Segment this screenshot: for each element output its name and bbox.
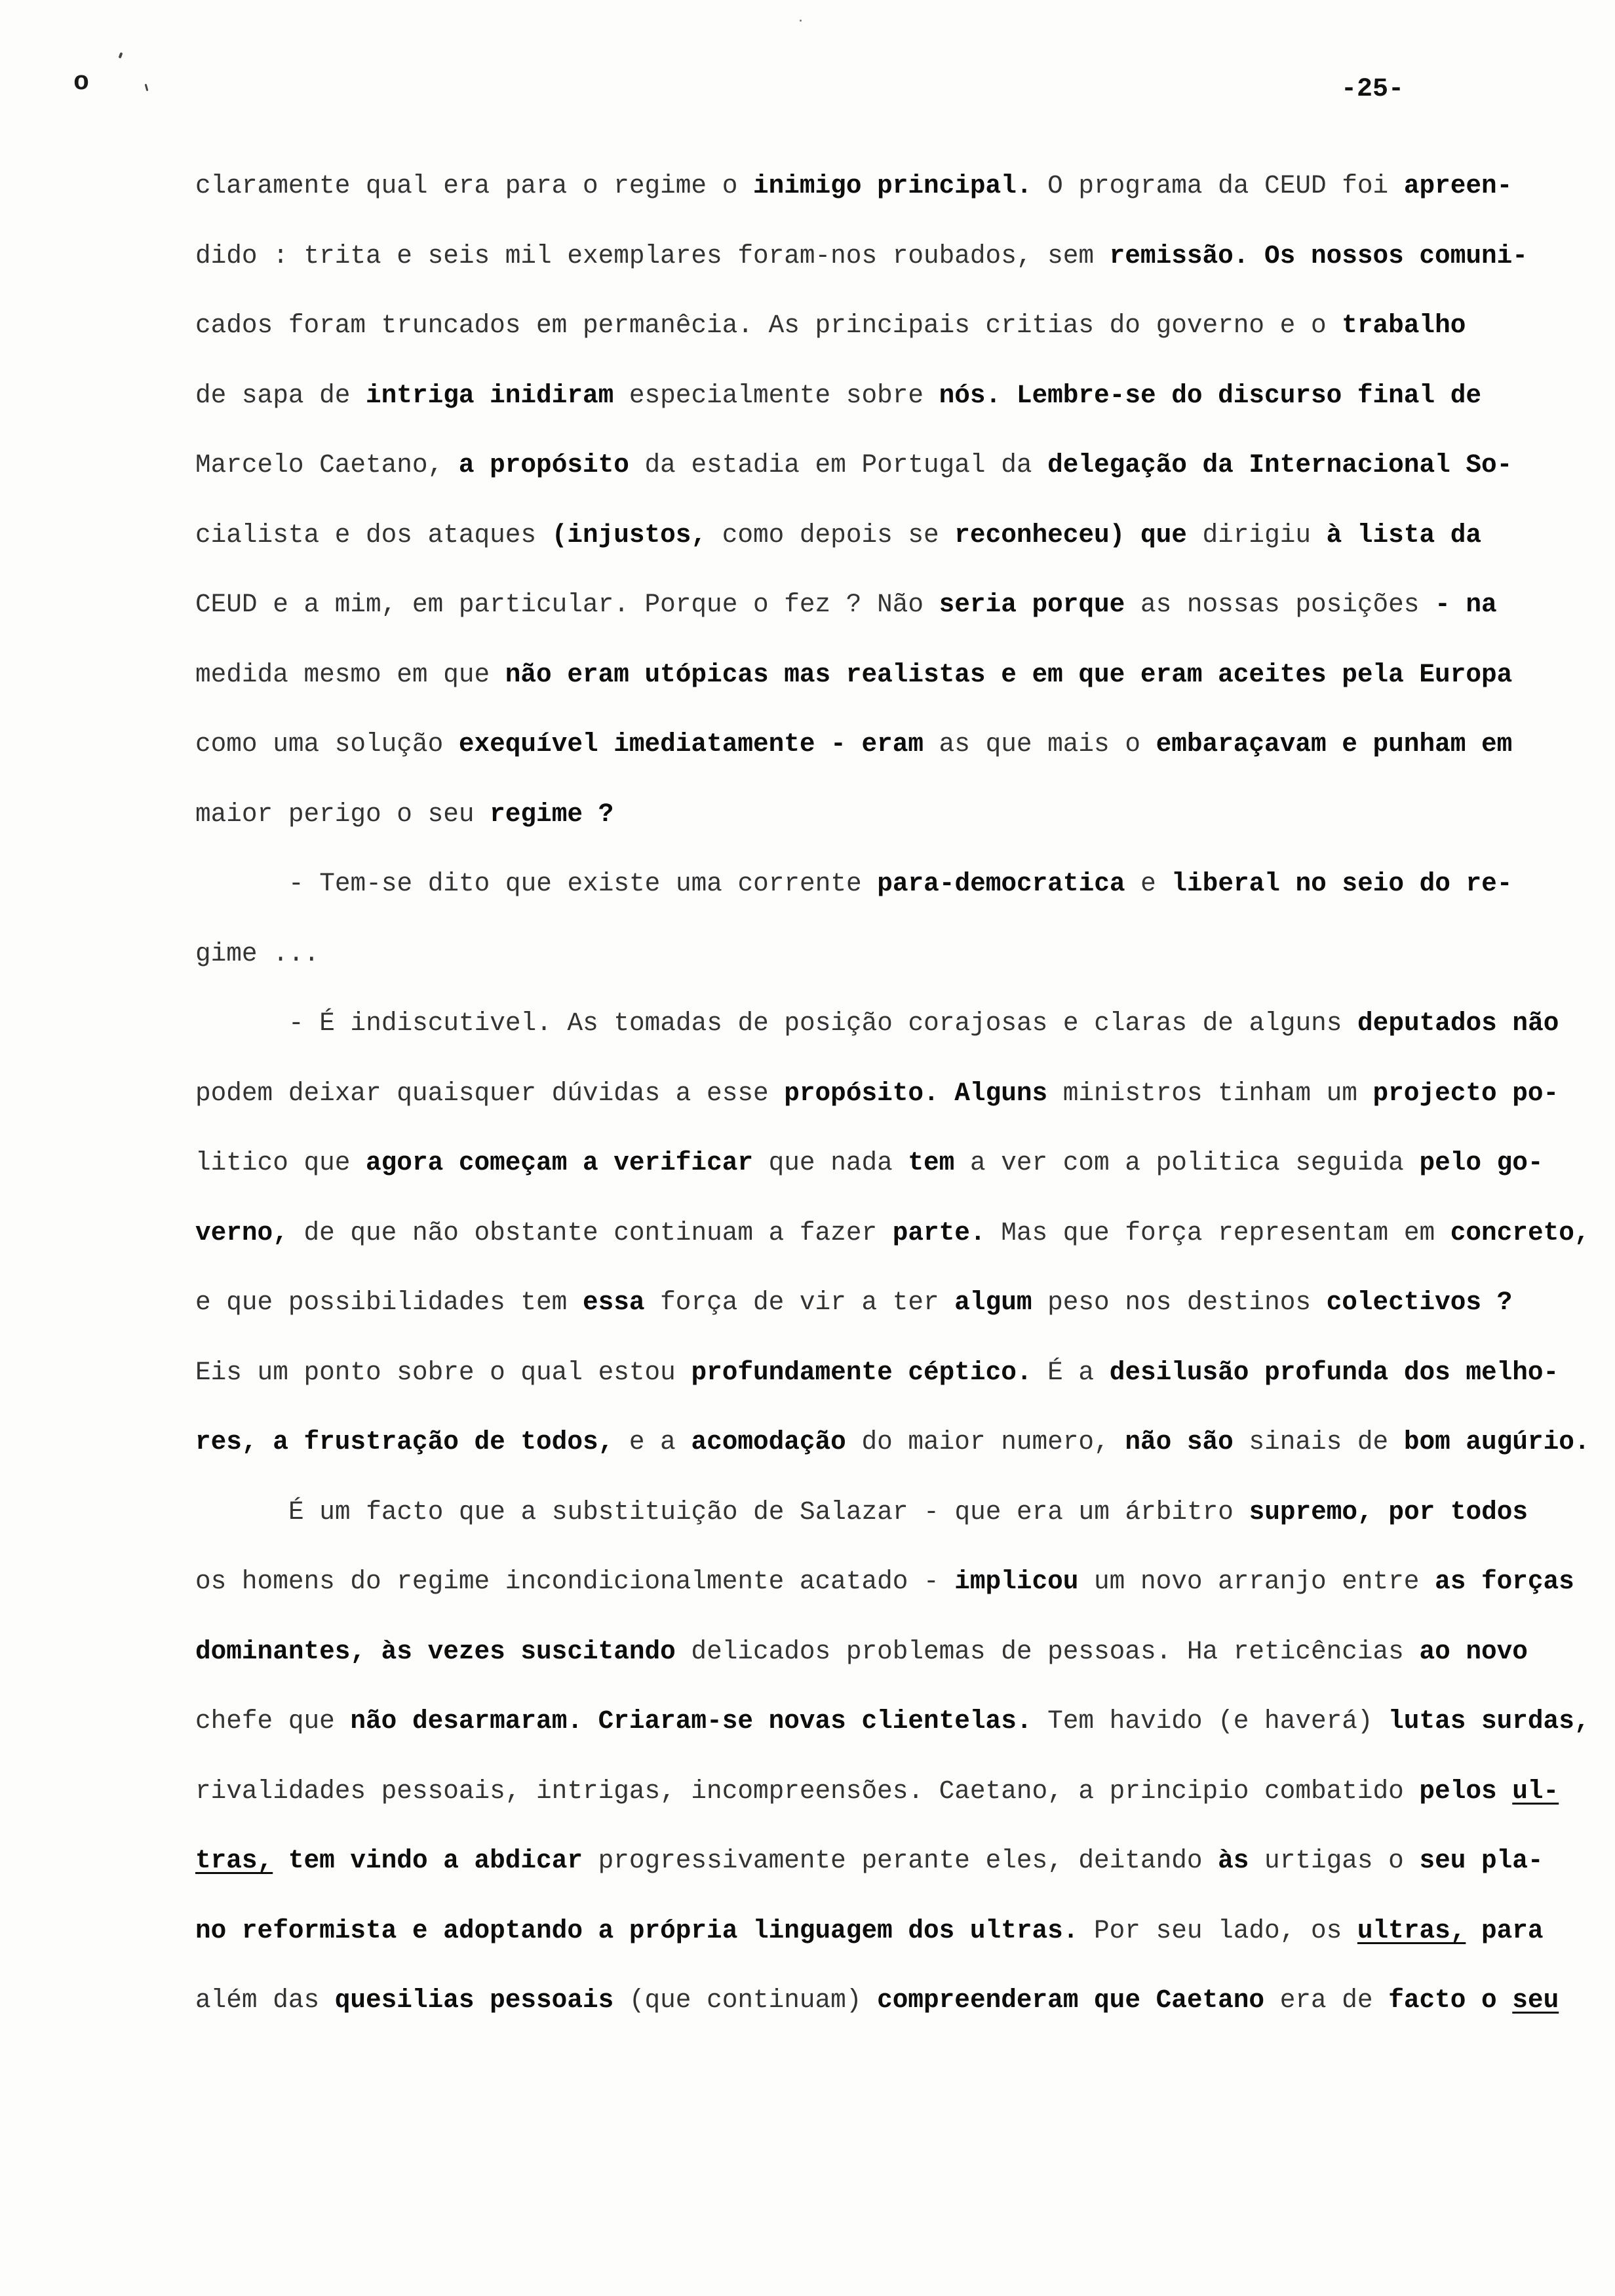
text-segment: dido : trita e seis mil exemplares foram-nos roubados, sem: [195, 240, 1110, 271]
emphasized-text: algum: [954, 1288, 1032, 1317]
text-line: [195, 291, 1590, 361]
emphasized-text: nós. Lembre-se do discurso final de: [939, 380, 1481, 410]
text-segment: que nada: [753, 1148, 908, 1177]
scan-speck: [800, 20, 802, 22]
emphasized-text: no reformista e adoptando a própria linguagem dos ultras.: [195, 1915, 1079, 1945]
emphasized-text: exequível imediatamente - eram: [458, 729, 924, 759]
text-line: [195, 1478, 1590, 1548]
text-segment: medida mesmo em que: [195, 659, 505, 689]
text-segment: - É indiscutivel. As tomadas de posição corajosas e claras de alguns: [288, 1008, 1358, 1038]
text-line: [195, 1826, 1590, 1896]
emphasized-text: colectivos ?: [1326, 1288, 1513, 1317]
emphasized-text: concreto,: [1450, 1217, 1590, 1248]
text-segment: ministros tinham um: [1047, 1078, 1373, 1108]
emphasized-text: parte.: [892, 1217, 986, 1248]
emphasized-text: ao novo: [1419, 1636, 1528, 1666]
emphasized-text: propósito. Alguns: [784, 1078, 1048, 1108]
text-line: [195, 1547, 1590, 1617]
emphasized-text: a propósito: [458, 450, 629, 480]
text-segment: de sapa de: [195, 380, 366, 410]
text-line: [195, 640, 1590, 710]
text-line: [195, 780, 1590, 850]
text-segment: - Tem-se dito que existe uma corrente: [288, 869, 878, 898]
underlined-text: tras,: [195, 1846, 273, 1875]
emphasized-text: supremo, por todos: [1249, 1497, 1528, 1527]
text-segment: Tem havido (e haverá): [1032, 1706, 1389, 1736]
emphasized-text: bom augúrio.: [1403, 1427, 1590, 1457]
text-segment: do maior numero,: [846, 1427, 1125, 1457]
text-line: [195, 989, 1590, 1059]
text-segment: as nossas posições: [1125, 590, 1435, 619]
text-segment: um novo arranjo entre: [1078, 1567, 1435, 1596]
emphasized-text: reconheceu) que: [954, 520, 1187, 550]
emphasized-text: res, a frustração de todos,: [195, 1427, 614, 1457]
text-segment: gime ...: [195, 938, 320, 968]
text-segment: Marcelo Caetano,: [195, 450, 459, 480]
emphasized-text: tem: [908, 1148, 955, 1177]
text-segment: peso nos destinos: [1032, 1288, 1327, 1317]
emphasized-text: embaraçavam e punham em: [1156, 729, 1513, 759]
emphasized-text: não são: [1125, 1427, 1234, 1457]
text-line: [195, 710, 1590, 780]
emphasized-text: liberal no seio do re-: [1171, 869, 1513, 898]
emphasized-text: apreen-: [1403, 171, 1513, 201]
text-segment: como uma solução: [195, 729, 459, 759]
text-segment: da estadia em Portugal da: [629, 450, 1048, 480]
text-line: [195, 501, 1590, 571]
text-segment: e a: [613, 1427, 691, 1457]
text-segment: chefe que: [195, 1706, 351, 1736]
text-segment: claramente qual era para o regime o: [195, 171, 753, 201]
emphasized-text: quesilias pessoais: [334, 1985, 614, 2015]
text-line: [195, 430, 1590, 501]
text-line: [195, 570, 1590, 640]
text-line: [195, 849, 1590, 919]
text-segment: delicados problemas de pessoas. Ha reticências: [675, 1636, 1420, 1666]
text-line: [195, 1338, 1590, 1408]
emphasized-text: verno,: [195, 1217, 288, 1248]
emphasized-text: não eram utópicas mas realistas e em que eram aceites pela Europa: [505, 659, 1513, 689]
text-line: [195, 1407, 1590, 1478]
text-segment: especialmente sobre: [613, 380, 939, 410]
text-line: [195, 1687, 1590, 1757]
text-segment: urtigas o: [1249, 1846, 1420, 1875]
emphasized-text: desilusão profunda dos melho-: [1109, 1357, 1559, 1387]
text-line: [195, 221, 1590, 292]
emphasized-text: (injustos,: [551, 520, 707, 550]
emphasized-text: remissão. Os nossos comuni-: [1109, 240, 1528, 271]
text-segment: além das: [195, 1985, 335, 2015]
emphasized-text: acomodação: [691, 1427, 846, 1457]
underlined-text: seu: [1512, 1985, 1559, 2015]
underlined-text: ul-: [1512, 1776, 1559, 1806]
text-segment: os homens do regime incondicionalmente acatado -: [195, 1567, 955, 1596]
text-line: [195, 1198, 1590, 1269]
text-line: [195, 919, 1590, 989]
text-segment: como depois se: [707, 520, 955, 550]
text-segment: CEUD e a mim, em particular. Porque o fez ? Não: [195, 590, 939, 619]
emphasized-text: para-democratica: [877, 869, 1125, 898]
emphasized-text: seu pla-: [1419, 1846, 1544, 1875]
emphasized-text: - na: [1435, 590, 1497, 619]
text-segment: sinais de: [1233, 1427, 1404, 1457]
text-segment: maior perigo o seu: [195, 799, 490, 829]
emphasized-text: não desarmaram. Criaram-se novas clientelas.: [350, 1706, 1032, 1736]
text-segment: Por seu lado, os: [1078, 1915, 1357, 1945]
emphasized-text: dominantes, às vezes suscitando: [195, 1636, 676, 1666]
margin-mark: o: [73, 68, 90, 98]
text-segment: litico que: [195, 1148, 366, 1177]
text-line: [195, 1059, 1590, 1129]
emphasized-text: tem vindo a abdicar: [273, 1846, 583, 1875]
text-line: [195, 1617, 1590, 1687]
emphasized-text: implicou: [954, 1567, 1079, 1596]
text-line: [195, 1268, 1590, 1338]
text-segment: de que não obstante continuam a fazer: [288, 1217, 893, 1248]
emphasized-text: deputados não: [1357, 1008, 1559, 1038]
emphasized-text: agora começam a verificar: [366, 1148, 753, 1177]
text-line: [195, 1896, 1590, 1966]
text-segment: É a: [1032, 1357, 1110, 1387]
emphasized-text: regime ?: [490, 799, 614, 829]
text-line: [195, 1966, 1590, 2036]
text-segment: dirigiu: [1186, 520, 1327, 550]
emphasized-text: trabalho: [1342, 311, 1466, 340]
text-segment: as que mais o: [924, 729, 1156, 759]
emphasized-text: à lista da: [1326, 520, 1482, 550]
text-line: [195, 361, 1590, 431]
text-line: [195, 1757, 1590, 1827]
text-segment: É um facto que a substituição de Salazar - que era um árbitro: [288, 1497, 1249, 1527]
text-line: [195, 1128, 1590, 1198]
text-segment: era de: [1264, 1985, 1389, 2015]
text-line: [195, 151, 1590, 221]
emphasized-text: delegação da Internacional So-: [1047, 450, 1513, 480]
emphasized-text: profundamente céptico.: [691, 1357, 1032, 1387]
text-segment: força de vir a ter: [644, 1288, 955, 1317]
emphasized-text: pelo go-: [1419, 1148, 1544, 1177]
emphasized-text: seria porque: [939, 590, 1125, 619]
emphasized-text: pelos: [1419, 1776, 1513, 1806]
scan-speck: [145, 84, 149, 91]
emphasized-text: as forças: [1435, 1567, 1574, 1596]
emphasized-text: inimigo principal.: [752, 171, 1032, 201]
emphasized-text: para: [1466, 1915, 1544, 1945]
text-segment: e que possibilidades tem: [195, 1288, 583, 1317]
emphasized-text: projecto po-: [1372, 1078, 1559, 1108]
page-number: -25-: [1341, 75, 1405, 104]
emphasized-text: compreenderam que Caetano: [877, 1985, 1265, 2015]
text-segment: Mas que força representam em: [985, 1217, 1450, 1248]
emphasized-text: facto o: [1388, 1985, 1513, 2015]
body-text: [195, 151, 1590, 2036]
text-segment: cados foram truncados em permanêcia. As principais critias do governo e o: [195, 311, 1342, 340]
text-segment: podem deixar quaisquer dúvidas a esse: [195, 1078, 785, 1108]
text-segment: cialista e dos ataques: [195, 520, 552, 550]
text-segment: e: [1125, 869, 1172, 898]
text-segment: a ver com a politica seguida: [954, 1148, 1420, 1177]
emphasized-text: essa: [582, 1288, 645, 1317]
text-segment: progressivamente perante eles, deitando: [582, 1846, 1218, 1875]
text-segment: O programa da CEUD foi: [1032, 171, 1404, 201]
scan-speck: [119, 52, 123, 59]
emphasized-text: lutas surdas,: [1388, 1706, 1590, 1736]
text-segment: (que continuam): [613, 1985, 878, 2015]
underlined-text: ultras,: [1357, 1915, 1466, 1945]
text-segment: rivalidades pessoais, intrigas, incompreensões. Caetano, a principio combatido: [195, 1776, 1420, 1806]
emphasized-text: intriga inidiram: [366, 380, 614, 410]
text-segment: Eis um ponto sobre o qual estou: [195, 1357, 691, 1387]
emphasized-text: às: [1218, 1846, 1249, 1875]
